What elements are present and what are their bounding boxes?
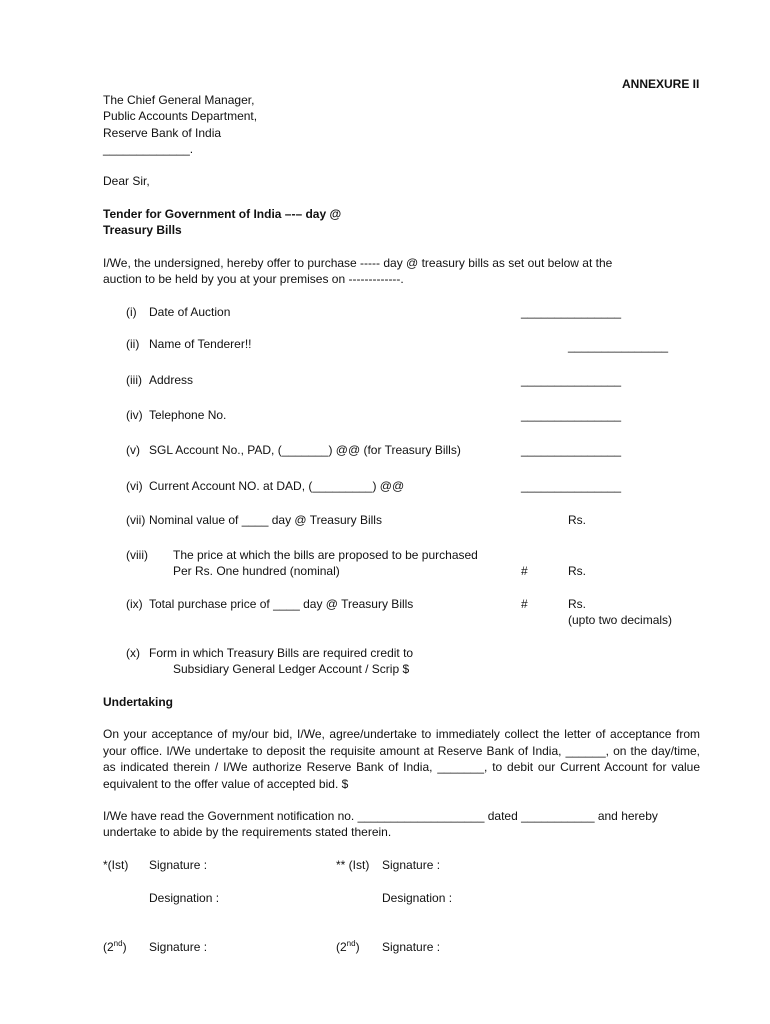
address-line-1: The Chief General Manager, xyxy=(103,93,255,107)
item-iv-number: (iv) xyxy=(126,408,143,422)
first-signature-left-label: Signature : xyxy=(149,858,208,872)
item-viii-line-2: Per Rs. One hundred (nominal) xyxy=(173,564,340,578)
item-vi-blank: _______________ xyxy=(521,479,622,493)
item-ix-hash: # xyxy=(521,597,528,611)
item-v-blank: _______________ xyxy=(521,443,622,457)
item-x-line-2: Subsidiary General Ledger Account / Scrip $ xyxy=(173,662,410,676)
undertaking-heading: Undertaking xyxy=(103,695,174,709)
address-line-2: Public Accounts Department, xyxy=(103,109,258,123)
second-signature-left-label: Signature : xyxy=(149,940,208,954)
item-iii-label: Address xyxy=(149,373,194,387)
item-v-label: SGL Account No., PAD, (_______) @@ (for Treasury Bills) xyxy=(149,443,461,457)
salutation: Dear Sir, xyxy=(103,174,150,188)
second-signatory-right-marker: (2nd) xyxy=(336,939,360,954)
item-viii-number: (viii) xyxy=(126,548,148,562)
item-vii-number: (vii) xyxy=(126,513,146,527)
subject-line-2: Treasury Bills xyxy=(103,223,182,237)
notification-line-1: I/We have read the Government notification no. ___________________ dated ___________ and hereby xyxy=(103,809,658,823)
item-ix-note: (upto two decimals) xyxy=(568,613,673,627)
item-viii-hash: # xyxy=(521,564,528,578)
item-viii-rs: Rs. xyxy=(568,564,586,578)
subject-line-1: Tender for Government of India –-– day @ xyxy=(103,207,342,221)
item-v-number: (v) xyxy=(126,443,140,457)
first-signatory-left-marker: *(Ist) xyxy=(103,858,129,872)
item-ix-number: (ix) xyxy=(126,597,143,611)
intro-line-1: I/We, the undersigned, hereby offer to purchase ----- day @ treasury bills as set out below at the xyxy=(103,256,613,270)
address-line-4: _____________. xyxy=(103,142,194,156)
address-line-3: Reserve Bank of India xyxy=(103,126,222,140)
item-i-number: (i) xyxy=(126,305,137,319)
item-i-label: Date of Auction xyxy=(149,305,231,319)
item-x-number: (x) xyxy=(126,646,140,660)
first-signature-right-label: Signature : xyxy=(382,858,441,872)
item-ix-rs: Rs. xyxy=(568,597,586,611)
designation-right-label: Designation : xyxy=(382,891,453,905)
item-iv-label: Telephone No. xyxy=(149,408,227,422)
item-viii-line-1: The price at which the bills are proposed to be purchased xyxy=(173,548,478,562)
annexure-title: ANNEXURE II xyxy=(622,77,700,91)
item-vii-rs: Rs. xyxy=(568,513,586,527)
designation-left-label: Designation : xyxy=(149,891,220,905)
item-ii-blank: _______________ xyxy=(568,339,669,353)
item-vii-label: Nominal value of ____ day @ Treasury Bills xyxy=(149,513,382,527)
item-ix-label: Total purchase price of ____ day @ Treasury Bills xyxy=(149,597,414,611)
item-ii-number: (ii) xyxy=(126,337,140,351)
item-iii-number: (iii) xyxy=(126,373,142,387)
intro-line-2: auction to be held by you at your premises on -------------. xyxy=(103,272,404,286)
second-signatory-left-marker: (2nd) xyxy=(103,939,127,954)
item-iii-blank: _______________ xyxy=(521,373,622,387)
item-vi-number: (vi) xyxy=(126,479,143,493)
item-ii-label: Name of Tenderer!! xyxy=(149,337,252,351)
second-signature-right-label: Signature : xyxy=(382,940,441,954)
item-vi-label: Current Account NO. at DAD, (_________) @@ xyxy=(149,479,405,493)
item-x-line-1: Form in which Treasury Bills are required credit to xyxy=(149,646,414,660)
item-i-blank: _______________ xyxy=(521,305,622,319)
notification-line-2: undertake to abide by the requirements stated therein. xyxy=(103,825,392,839)
undertaking-paragraph: On your acceptance of my/our bid, I/We, agree/undertake to immediately collect the letter of acceptance from your office. I/We undertake to deposit the requisite amount at Reserve Bank of India, ______, on the day/time, as indicated therein / I/We authorize Reserve Bank of India, _______, to debit our Current Account for value equivalent to the offer value of accepted bid. $ xyxy=(103,727,700,791)
item-iv-blank: _______________ xyxy=(521,408,622,422)
first-signatory-right-marker: ** (Ist) xyxy=(336,858,370,872)
